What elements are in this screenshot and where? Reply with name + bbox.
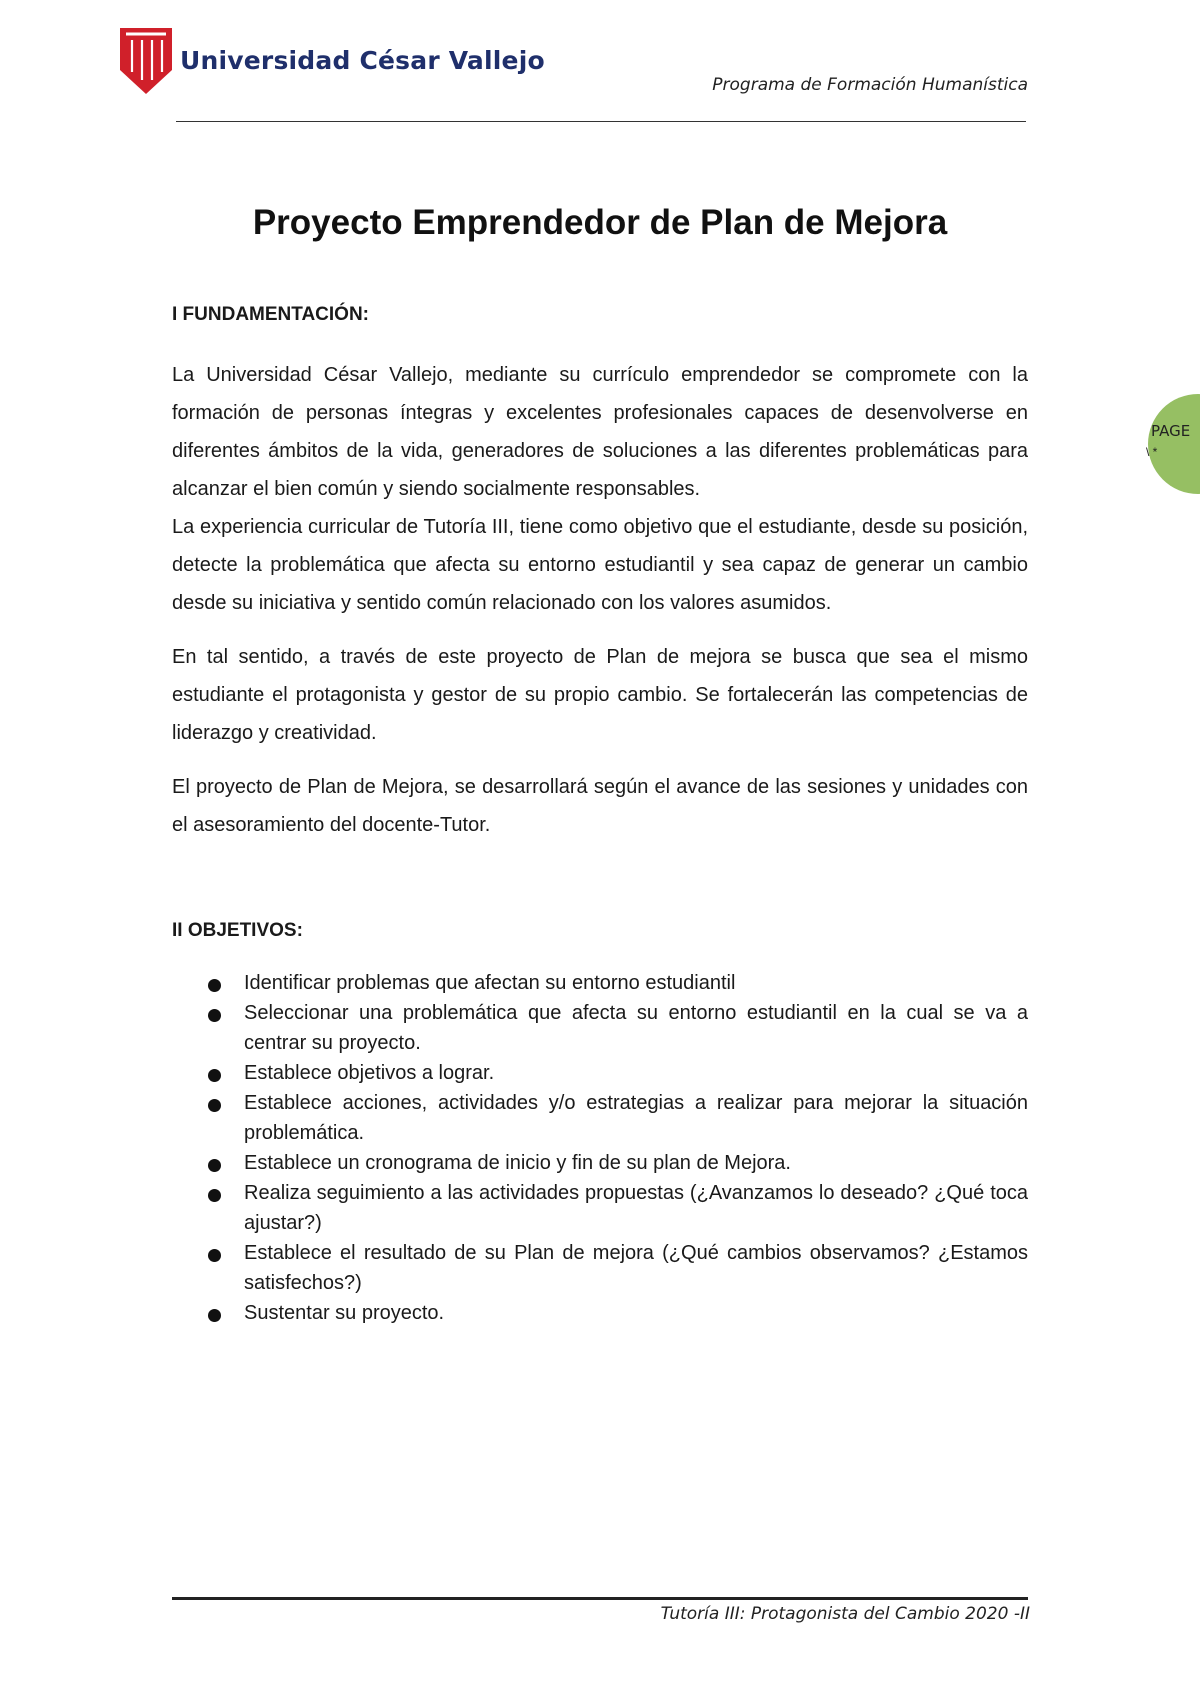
ucv-shield-icon	[118, 26, 174, 96]
page-marker-sub: \ *	[1146, 445, 1158, 459]
list-item: Sustentar su proyecto.	[172, 1298, 1028, 1328]
list-item: Realiza seguimiento a las actividades propuestas (¿Avanzamos lo deseado? ¿Qué toca ajustar?)	[172, 1178, 1028, 1238]
paragraph: El proyecto de Plan de Mejora, se desarrollará según el avance de las sesiones y unidades con el asesoramiento del docente-Tutor.	[172, 776, 1028, 836]
footer-divider	[172, 1597, 1028, 1600]
bullet-icon	[208, 1189, 221, 1202]
paragraph: En tal sentido, a través de este proyecto de Plan de mejora se busca que sea el mismo estudiante el protagonista y gestor de su propio cambio. Se fortalecerán las competencias de liderazgo y creatividad.	[172, 646, 1028, 744]
page-marker-label: PAGE	[1151, 422, 1191, 440]
university-logo	[118, 26, 545, 96]
list-item: Seleccionar una problemática que afecta su entorno estudiantil en la cual se va a centrar su proyecto.	[172, 998, 1028, 1058]
document-body	[172, 300, 1028, 1328]
paragraph: La experiencia curricular de Tutoría III, tiene como objetivo que el estudiante, desde su posición, detecte la problemática que afecta su entorno estudiantil y sea capaz de generar un cambio desde su iniciativa y sentido común relacionado con los valores asumidos.	[172, 516, 1028, 614]
list-item: Establece un cronograma de inicio y fin de su plan de Mejora.	[172, 1148, 1028, 1178]
list-item: Establece objetivos a lograr.	[172, 1058, 1028, 1088]
bullet-icon	[208, 1159, 221, 1172]
bullet-icon	[208, 1309, 221, 1322]
program-name: Programa de Formación Humanística	[712, 75, 1028, 95]
list-item: Establece acciones, actividades y/o estrategias a realizar para mejorar la situación problemática.	[172, 1088, 1028, 1148]
bullet-icon	[208, 1069, 221, 1082]
objectives-list	[172, 968, 1028, 1328]
list-item: Identificar problemas que afectan su entorno estudiantil	[172, 968, 1028, 998]
university-name: Universidad César Vallejo	[180, 46, 545, 75]
list-item: Establece el resultado de su Plan de mejora (¿Qué cambios observamos? ¿Estamos satisfechos?)	[172, 1238, 1028, 1298]
bullet-icon	[208, 1099, 221, 1112]
section-heading-objetivos: II OBJETIVOS:	[172, 920, 303, 941]
bullet-icon	[208, 979, 221, 992]
footer-text: Tutoría III: Protagonista del Cambio 2020 -II	[660, 1604, 1030, 1624]
bullet-icon	[208, 1009, 221, 1022]
paragraph: La Universidad César Vallejo, mediante su currículo emprendedor se compromete con la formación de personas íntegras y excelentes profesionales capaces de desenvolverse en diferentes ámbitos de la vida, generadores de soluciones a las diferentes problemáticas para alcanzar el bien común y siendo socialmente responsables.	[172, 364, 1028, 500]
header-divider	[176, 121, 1026, 122]
page-marker-circle	[1148, 394, 1200, 494]
bullet-icon	[208, 1249, 221, 1262]
section-heading-fundamentacion: I FUNDAMENTACIÓN:	[172, 304, 370, 325]
document-title: Proyecto Emprendedor de Plan de Mejora	[252, 203, 948, 242]
